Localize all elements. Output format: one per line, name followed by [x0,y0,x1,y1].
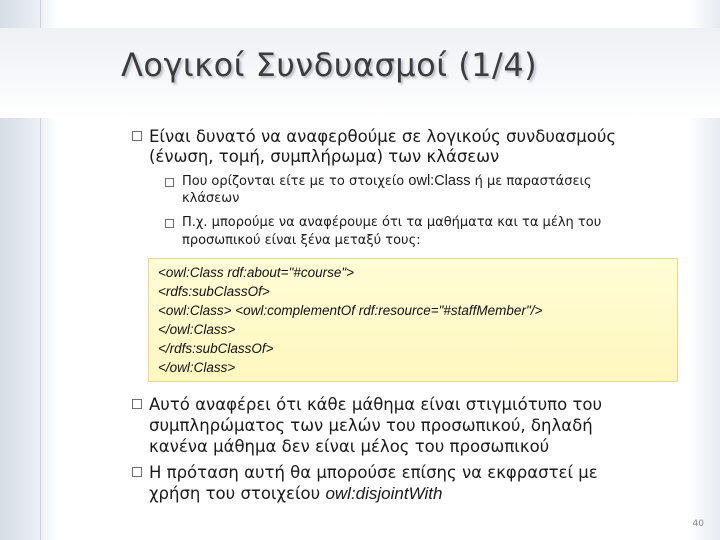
sub2-line1: Π.χ. μπορούμε να αναφέρουμε ότι τα μαθήματα και τα μέλη του [182,215,602,230]
page-number: 40 [692,519,704,529]
sub1-line2: κλάσεων [182,191,240,206]
slide-title: Λογικοί Συνδυασμοί (1/4) [121,46,538,84]
bullet3-line1: Η πρόταση αυτή θα μπορούσε επίσης να εκφραστεί με [149,463,598,482]
code-line: </owl:Class> [158,322,236,337]
code-line: </owl:Class> [158,360,236,375]
sub1-pre: Που ορίζονται είτε με το στοιχείο [182,174,409,189]
bullet-square-icon [132,467,142,477]
code-line: <rdfs:subClassOf> [158,284,270,299]
bullet2-line1: Αυτό αναφέρει ότι κάθε μάθημα είναι στιγμιότυπο του [149,395,603,414]
code-line: <owl:Class rdf:about="#course"> [158,265,355,280]
bullet2-line2: συμπληρώματος των μελών του προσωπικού, δηλαδή [149,416,593,435]
sub1-post: ή με παραστάσεις [470,174,592,189]
bullet3-line2-pre: χρήση του στοιχείου [149,484,326,503]
bullet1-line1: Είναι δυνατό να αναφερθούμε σε λογικούς συνδυασμούς [149,127,617,146]
bullet3-line2 [149,484,442,503]
sub1-line1 [182,173,592,190]
sub-bullet-square-icon [165,219,174,228]
bullet-square-icon [132,399,142,409]
bullet3-code: owl:disjointWith [325,484,443,503]
sub1-code: owl:Class [408,173,471,189]
sub2-line2: προσωπικού είναι ξένα μεταξύ τους: [182,233,421,248]
code-line: <owl:Class> <owl:complementOf rdf:resource="#staffMember"/> [158,303,543,318]
bullet1-line2: (ένωση, τομή, συμπλήρωμα) των κλάσεων [149,147,500,166]
sub-bullet-square-icon [165,178,174,187]
code-box [148,258,678,382]
bullet2-line3: κανένα μάθημα δεν είναι μέλος του προσωπικού [149,437,550,456]
bullet-square-icon [132,131,142,141]
code-line: </rdfs:subClassOf> [158,341,274,356]
